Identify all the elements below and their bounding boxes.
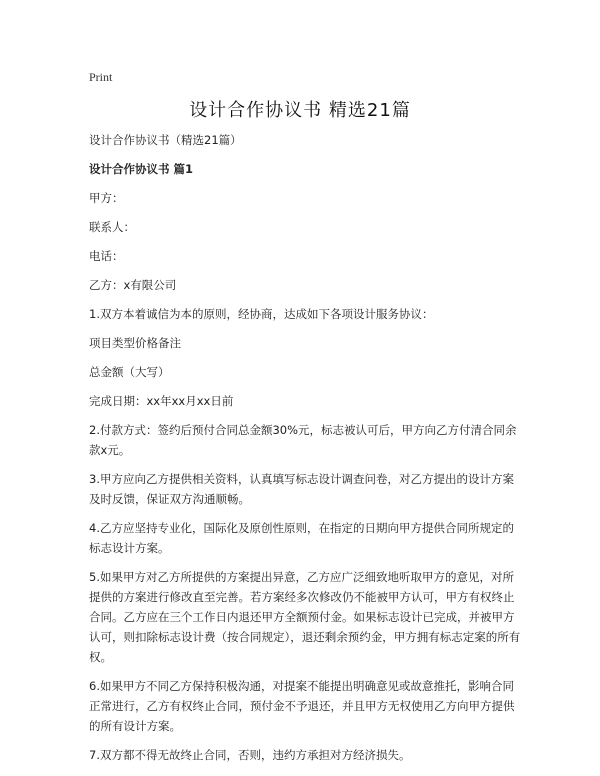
document-body [89,130,521,774]
party-b-line: 乙方：x有限公司 [89,278,177,292]
phone-line: 电话： [89,249,124,263]
section-title: 设计合作协议书 篇1 [89,162,194,176]
clause-5: 5.如果甲方对乙方所提供的方案提出异意，乙方应广泛细致地听取甲方的意见，对所提供的方案进行修改直至完善。若方案经多次修改仍不能被甲方认可，甲方有权终止合同。乙方应在三个工作日内退还甲方全额预付金。如果标志设计已完成，并被甲方认可，则扣除标志设计费（按合同规定），退还剩余预约金，甲方拥有标志定案的所有权。 [89,570,521,664]
clause-4: 4.乙方应坚持专业化，国际化及原创性原则，在指定的日期向甲方提供合同所规定的标志设计方案。 [89,521,514,555]
clause-1: 1.双方本着诚信为本的原则，经协商，达成如下各项设计服务协议： [89,307,434,321]
clause-3: 3.甲方应向乙方提供相关资料，认真填写标志设计调查问卷，对乙方提出的设计方案及时反馈，保证双方沟通顺畅。 [89,472,514,506]
clause-7: 7.双方都不得无故终止合同，否则，违约方承担对方经济损失。 [89,748,411,762]
print-link[interactable]: Print [89,70,113,84]
completion-date-line: 完成日期：xx年xx月xx日前 [89,394,234,408]
clause-6: 6.如果甲方不同乙方保持积极沟通，对提案不能提出明确意见或故意推托，影响合同正常进行，乙方有权终止合同，预付金不予退还，并且甲方无权使用乙方向甲方提供的所有设计方案。 [89,679,515,733]
total-amount-line: 总金额（大写） [89,365,170,379]
contact-line: 联系人： [89,220,135,234]
document-subtitle: 设计合作协议书（精选21篇） [89,133,242,147]
clause-2: 2.付款方式：签约后预付合同总金额30%元，标志被认可后，甲方向乙方付清合同余款x元。 [89,423,517,457]
document-title: 设计合作协议书 精选21篇 [189,100,411,121]
project-line: 项目类型价格备注 [89,336,181,350]
party-a-line: 甲方： [89,191,124,205]
